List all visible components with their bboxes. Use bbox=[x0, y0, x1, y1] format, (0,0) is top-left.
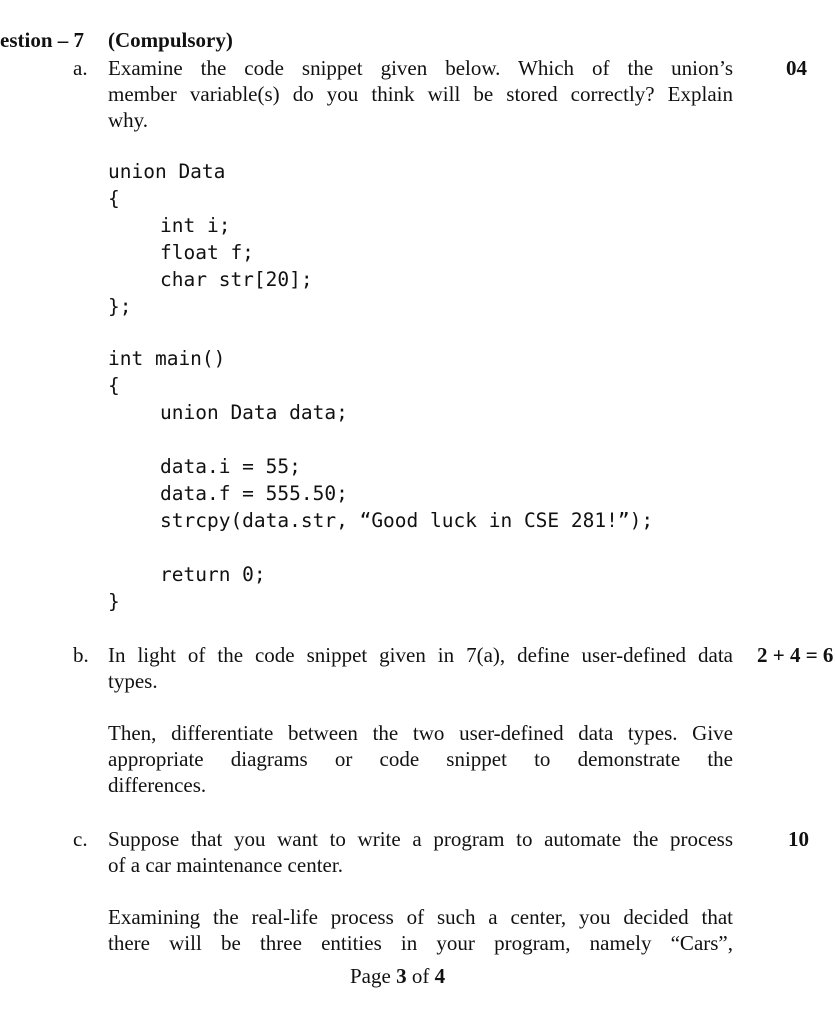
page-middle: of bbox=[406, 964, 435, 988]
page-total: 4 bbox=[434, 964, 446, 988]
code-line: data.i = 55; bbox=[160, 455, 301, 478]
part-a-marks: 04 bbox=[786, 56, 807, 80]
part-b-line: types. bbox=[108, 669, 158, 693]
part-b-letter: b. bbox=[73, 643, 89, 667]
code-line: union Data bbox=[108, 160, 226, 183]
part-c-letter: c. bbox=[73, 827, 88, 851]
part-b-line: In light of the code snippet given in 7(a), define user-defined data bbox=[108, 643, 733, 667]
code-line: }; bbox=[108, 295, 132, 318]
question-number: estion – 7 bbox=[0, 28, 84, 52]
page-prefix: Page bbox=[350, 964, 397, 988]
part-b-line: appropriate diagrams or code snippet to demonstrate the bbox=[108, 747, 733, 771]
code-line: data.f = 555.50; bbox=[160, 482, 348, 505]
part-c-line: Suppose that you want to write a program to automate the process bbox=[108, 827, 733, 851]
page-current: 3 bbox=[396, 964, 407, 988]
part-b-paragraph-2 bbox=[108, 720, 733, 798]
code-line: float f; bbox=[160, 241, 254, 264]
code-line: int main() bbox=[108, 347, 226, 370]
code-line: } bbox=[108, 590, 120, 613]
part-a-line: member variable(s) do you think will be stored correctly? Explain bbox=[108, 82, 733, 106]
code-line: char str[20]; bbox=[160, 268, 313, 291]
part-c-paragraph-2 bbox=[108, 904, 733, 956]
part-c-marks: 10 bbox=[788, 827, 809, 851]
part-b-line: differences. bbox=[108, 773, 207, 797]
code-line: strcpy(data.str, “Good luck in CSE 281!”); bbox=[160, 509, 654, 532]
part-c-line: of a car maintenance center. bbox=[108, 853, 343, 877]
code-line: int i; bbox=[160, 214, 231, 237]
part-b-marks: 2 + 4 = 6 bbox=[757, 643, 834, 667]
code-line: union Data data; bbox=[160, 401, 348, 424]
part-c-line: Examining the real-life process of such a center, you decided that bbox=[108, 905, 733, 929]
code-line: { bbox=[108, 374, 120, 397]
part-c-line: there will be three entities in your program, namely “Cars”, bbox=[108, 931, 733, 955]
code-line: { bbox=[108, 187, 120, 210]
part-c-paragraph-1 bbox=[108, 826, 733, 878]
part-b-paragraph-1 bbox=[108, 642, 733, 694]
part-a-line: why. bbox=[108, 108, 149, 132]
code-line: return 0; bbox=[160, 563, 266, 586]
part-a-letter: a. bbox=[73, 56, 88, 80]
page-number bbox=[350, 963, 445, 989]
part-a-line: Examine the code snippet given below. Which of the union’s bbox=[108, 56, 733, 80]
part-b-line: Then, differentiate between the two user-defined data types. Give bbox=[108, 721, 733, 745]
part-a-question bbox=[108, 55, 733, 133]
compulsory-label: (Compulsory) bbox=[108, 28, 233, 52]
